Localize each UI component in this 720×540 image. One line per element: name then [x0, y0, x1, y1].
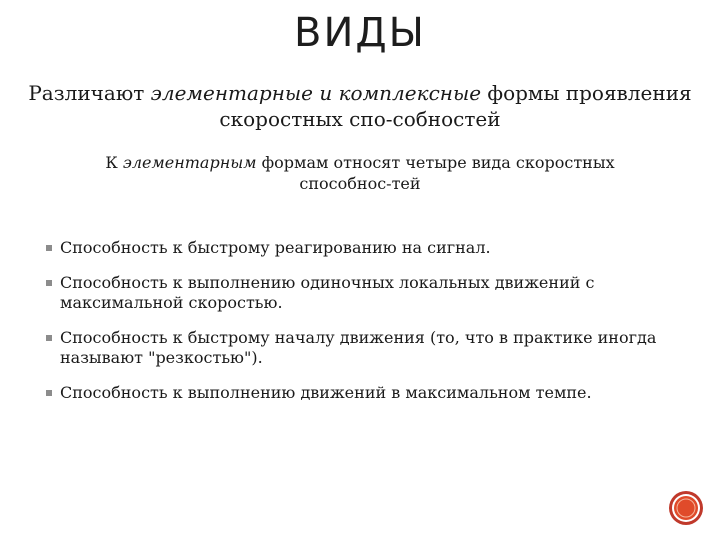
list-item [46, 383, 666, 403]
sub-pre: К [105, 153, 123, 172]
sub-italic: элементарным [122, 153, 257, 172]
list-item-text: Способность к быстрому реагированию на сигнал. [60, 238, 491, 257]
intro-post: формы проявления скоростных спо-собностей [219, 81, 692, 131]
bullet-icon [46, 390, 52, 396]
bullet-icon [46, 245, 52, 251]
circle-emblem-icon [668, 490, 704, 526]
list-item-text: Способность к быстрому началу движения (то, что в практике иногда называют "резкостью"). [60, 328, 657, 367]
slide-title: ВИДЫ [294, 10, 426, 56]
intro-pre: Различают [28, 81, 151, 105]
list-item [46, 273, 666, 313]
list-item [46, 238, 666, 258]
list-item-text: Способность к выполнению одиночных локальных движений с максимальной скоростью. [60, 273, 595, 312]
intro-italic: элементарные и комплексные [150, 81, 482, 105]
intro-text [20, 80, 700, 132]
list-item-text: Способность к выполнению движений в максимальном темпе. [60, 383, 592, 402]
bullet-icon [46, 280, 52, 286]
bullet-list [46, 238, 666, 418]
sub-text [60, 152, 660, 194]
sub-post: формам относят четыре вида скоростных способнос-тей [256, 153, 615, 193]
list-item [46, 328, 666, 368]
bullet-icon [46, 335, 52, 341]
